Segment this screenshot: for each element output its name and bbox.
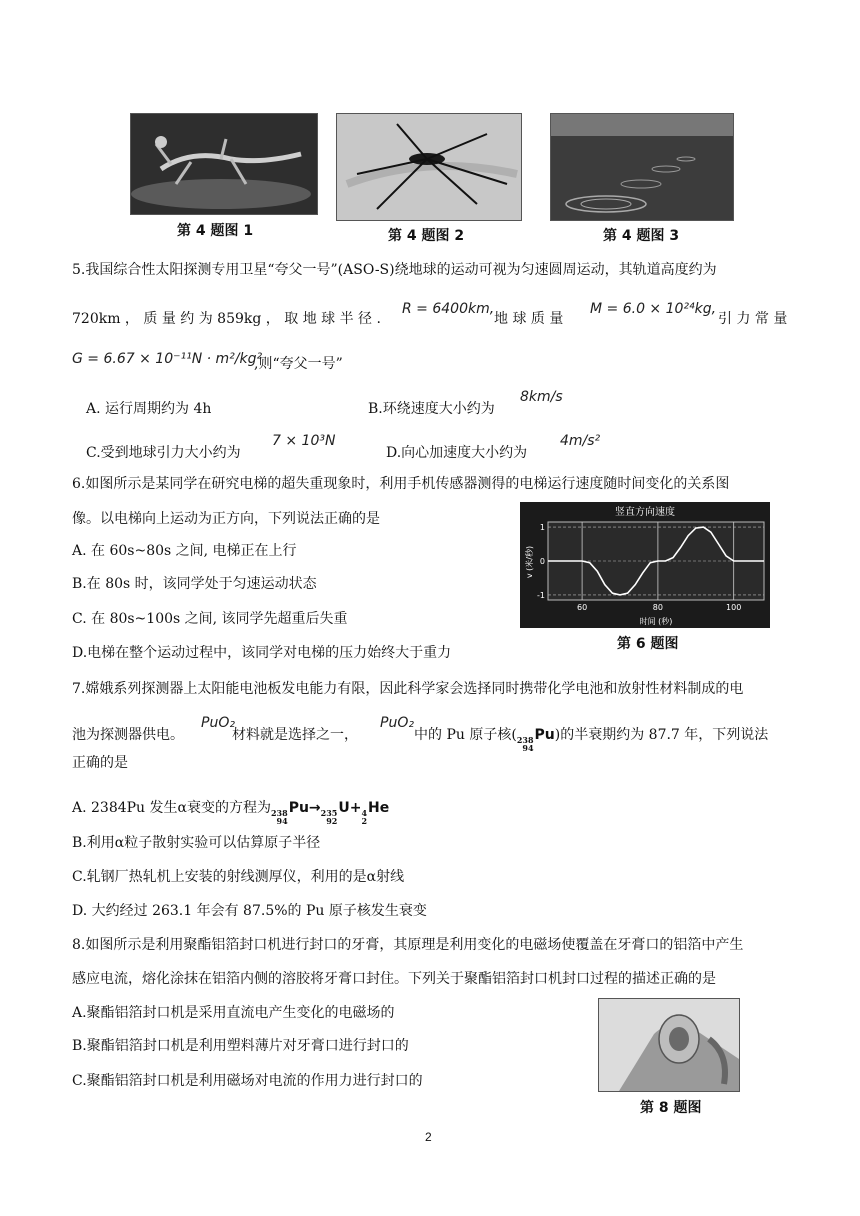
q8-option-b[interactable]: B.聚酯铝箔封口机是利用塑料薄片对牙膏口进行封口的: [72, 1038, 409, 1054]
q5-stem-line2b: 地 球 质 量: [494, 311, 564, 327]
q7-stem-line2d: )的半衰期约为 87.7 年，下列说法: [554, 727, 769, 743]
q6-option-a[interactable]: A. 在 60s~80s 之间, 电梯正在上行: [72, 543, 297, 559]
q7-option-a[interactable]: [72, 798, 389, 825]
q7-pu-nuclide-numbers: [517, 736, 534, 752]
q6-stem-line2: 像。以电梯向上运动为正方向，下列说法正确的是: [72, 511, 380, 527]
q7-puo2-formula-1: PuO₂: [201, 715, 235, 731]
lake-image-icon: [551, 114, 733, 220]
chart-xlabel: 时间 (秒): [639, 617, 673, 626]
q5-option-b-value: 8km/s: [520, 389, 563, 405]
eq-u-z: 92: [326, 816, 338, 826]
eq-he-mass: 4: [361, 808, 368, 818]
pu-symbol: Pu: [534, 727, 555, 743]
q6-option-d[interactable]: D.电梯在整个运动过程中，该同学对电梯的压力始终大于重力: [72, 645, 452, 661]
velocity-chart: [520, 502, 770, 628]
q8-option-a[interactable]: A.聚酯铝箔封口机是采用直流电产生变化的电磁场的: [72, 1005, 395, 1021]
eq-he-symbol: He: [368, 800, 390, 816]
page-number: 2: [425, 1130, 432, 1144]
chart-ytick-label: -1: [537, 590, 545, 600]
q5-option-d-value: 4m/s²: [560, 433, 601, 449]
q5-option-a[interactable]: A. 运行周期约为 4h: [86, 401, 212, 417]
toothpaste-tube-image-icon: [599, 999, 739, 1091]
q5-stem-line2a: 720km ， 质 量 约 为 859kg ， 取 地 球 半 径 .: [72, 311, 381, 327]
eq-pu-symbol: Pu: [288, 800, 309, 816]
q5-stem-line3: ,则“夸父一号”: [254, 356, 343, 372]
pu-atomic-number: 94: [522, 743, 534, 753]
chart-xtick-label: 80: [652, 603, 663, 612]
lizard-image-icon: [131, 114, 317, 214]
q7-option-d[interactable]: D. 大约经过 263.1 年会有 87.5%的 Pu 原子核发生衰变: [72, 903, 427, 919]
water-strider-photo: [336, 113, 522, 221]
lake-photo: [550, 113, 734, 221]
figure8-caption: 第 8 题图: [640, 1100, 702, 1116]
chart-ytick-label: 1: [539, 523, 545, 533]
q6-stem-line1: 6.如图所示是某同学在研究电梯的超失重现象时，利用手机传感器测得的电梯运行速度随时间变化的关系图: [72, 476, 730, 492]
q5-g-formula: G = 6.67 × 10⁻¹¹N · m²/kg²: [72, 351, 263, 367]
q7-option-b[interactable]: B.利用α粒子散射实验可以估算原子半径: [72, 835, 321, 851]
q6-option-b[interactable]: B.在 80s 时，该同学处于匀速运动状态: [72, 576, 317, 592]
q7-stem-line2a: 池为探测器供电。: [72, 727, 184, 743]
eq-u-numbers: [321, 809, 338, 825]
figure4-caption-1: 第 4 题图 1: [177, 223, 254, 239]
figure4-caption-3: 第 4 题图 3: [603, 228, 680, 244]
chart-xtick-label: 60: [577, 603, 588, 612]
q5-radius-formula: R = 6400km,: [402, 301, 495, 317]
q7-stem-line3: 正确的是: [72, 755, 128, 771]
figure6-caption: 第 6 题图: [617, 636, 679, 652]
figure4-caption-2: 第 4 题图 2: [388, 228, 465, 244]
q8-option-c[interactable]: C.聚酯铝箔封口机是利用磁场对电流的作用力进行封口的: [72, 1073, 423, 1089]
q8-stem-line2: 感应电流，熔化涂抹在铝箔内侧的溶胶将牙膏口封住。下列关于聚酯铝箔封口机封口过程的描述正确的是: [72, 971, 716, 987]
q7-option-a-text: A. 2384Pu 发生α衰变的方程为: [72, 800, 271, 816]
q5-option-c-value: 7 × 10³N: [272, 433, 336, 449]
toothpaste-sealer-photo: [598, 998, 740, 1092]
eq-u-symbol: U: [338, 800, 350, 816]
q8-stem-line1: 8.如图所示是利用聚酯铝箔封口机进行封口的牙膏，其原理是利用变化的电磁场使覆盖在牙膏口的铝箔中产生: [72, 937, 744, 953]
q5-stem-line2c: 引 力 常 量: [718, 311, 788, 327]
q7-stem-line2b: 材料就是选择之一，: [232, 727, 358, 743]
q5-stem-line1: 5.我国综合性太阳探测专用卫星“夸父一号”(ASO-S)绕地球的运动可视为匀速圆周运动，其轨道高度约为: [72, 262, 717, 278]
q7-puo2-formula-2: PuO₂: [380, 715, 414, 731]
eq-he-numbers: [361, 809, 367, 825]
q7-stem-line2c-text: 中的 Pu 原子核(: [414, 727, 517, 743]
q5-mass-formula: M = 6.0 × 10²⁴kg,: [590, 301, 717, 317]
chart-xtick-label: 100: [726, 603, 742, 612]
q7-stem-line2c: [414, 725, 768, 752]
eq-pu-z: 94: [276, 816, 288, 826]
chart-ylabel: v (米/秒): [525, 545, 534, 579]
velocity-chart-svg: [520, 502, 770, 628]
eq-pu-numbers: [271, 809, 288, 825]
q7-stem-line1: 7.嫦娥系列探测器上太阳能电池板发电能力有限，因此科学家会选择同时携带化学电池和放射性材料制成的电: [72, 681, 744, 697]
eq-u-mass: 235: [320, 808, 338, 818]
eq-he-z: 2: [361, 816, 368, 826]
eq-arrow: →: [308, 800, 321, 816]
q5-option-b[interactable]: B.环绕速度大小约为: [368, 401, 495, 417]
pu-mass-number: 238: [516, 735, 534, 745]
q5-option-d[interactable]: D.向心加速度大小约为: [386, 445, 528, 461]
eq-plus: +: [349, 800, 362, 816]
eq-pu-mass: 238: [270, 808, 288, 818]
q7-option-c[interactable]: C.轧钢厂热轧机上安装的射线测厚仪，利用的是α射线: [72, 869, 405, 885]
q5-option-c[interactable]: C.受到地球引力大小约为: [86, 445, 241, 461]
chart-ytick-label: 0: [539, 557, 545, 566]
q6-option-c[interactable]: C. 在 80s~100s 之间, 该同学先超重后失重: [72, 611, 348, 627]
water-strider-image-icon: [337, 114, 521, 220]
lizard-photo: [130, 113, 318, 215]
chart-title: 竖直方向速度: [615, 507, 675, 518]
